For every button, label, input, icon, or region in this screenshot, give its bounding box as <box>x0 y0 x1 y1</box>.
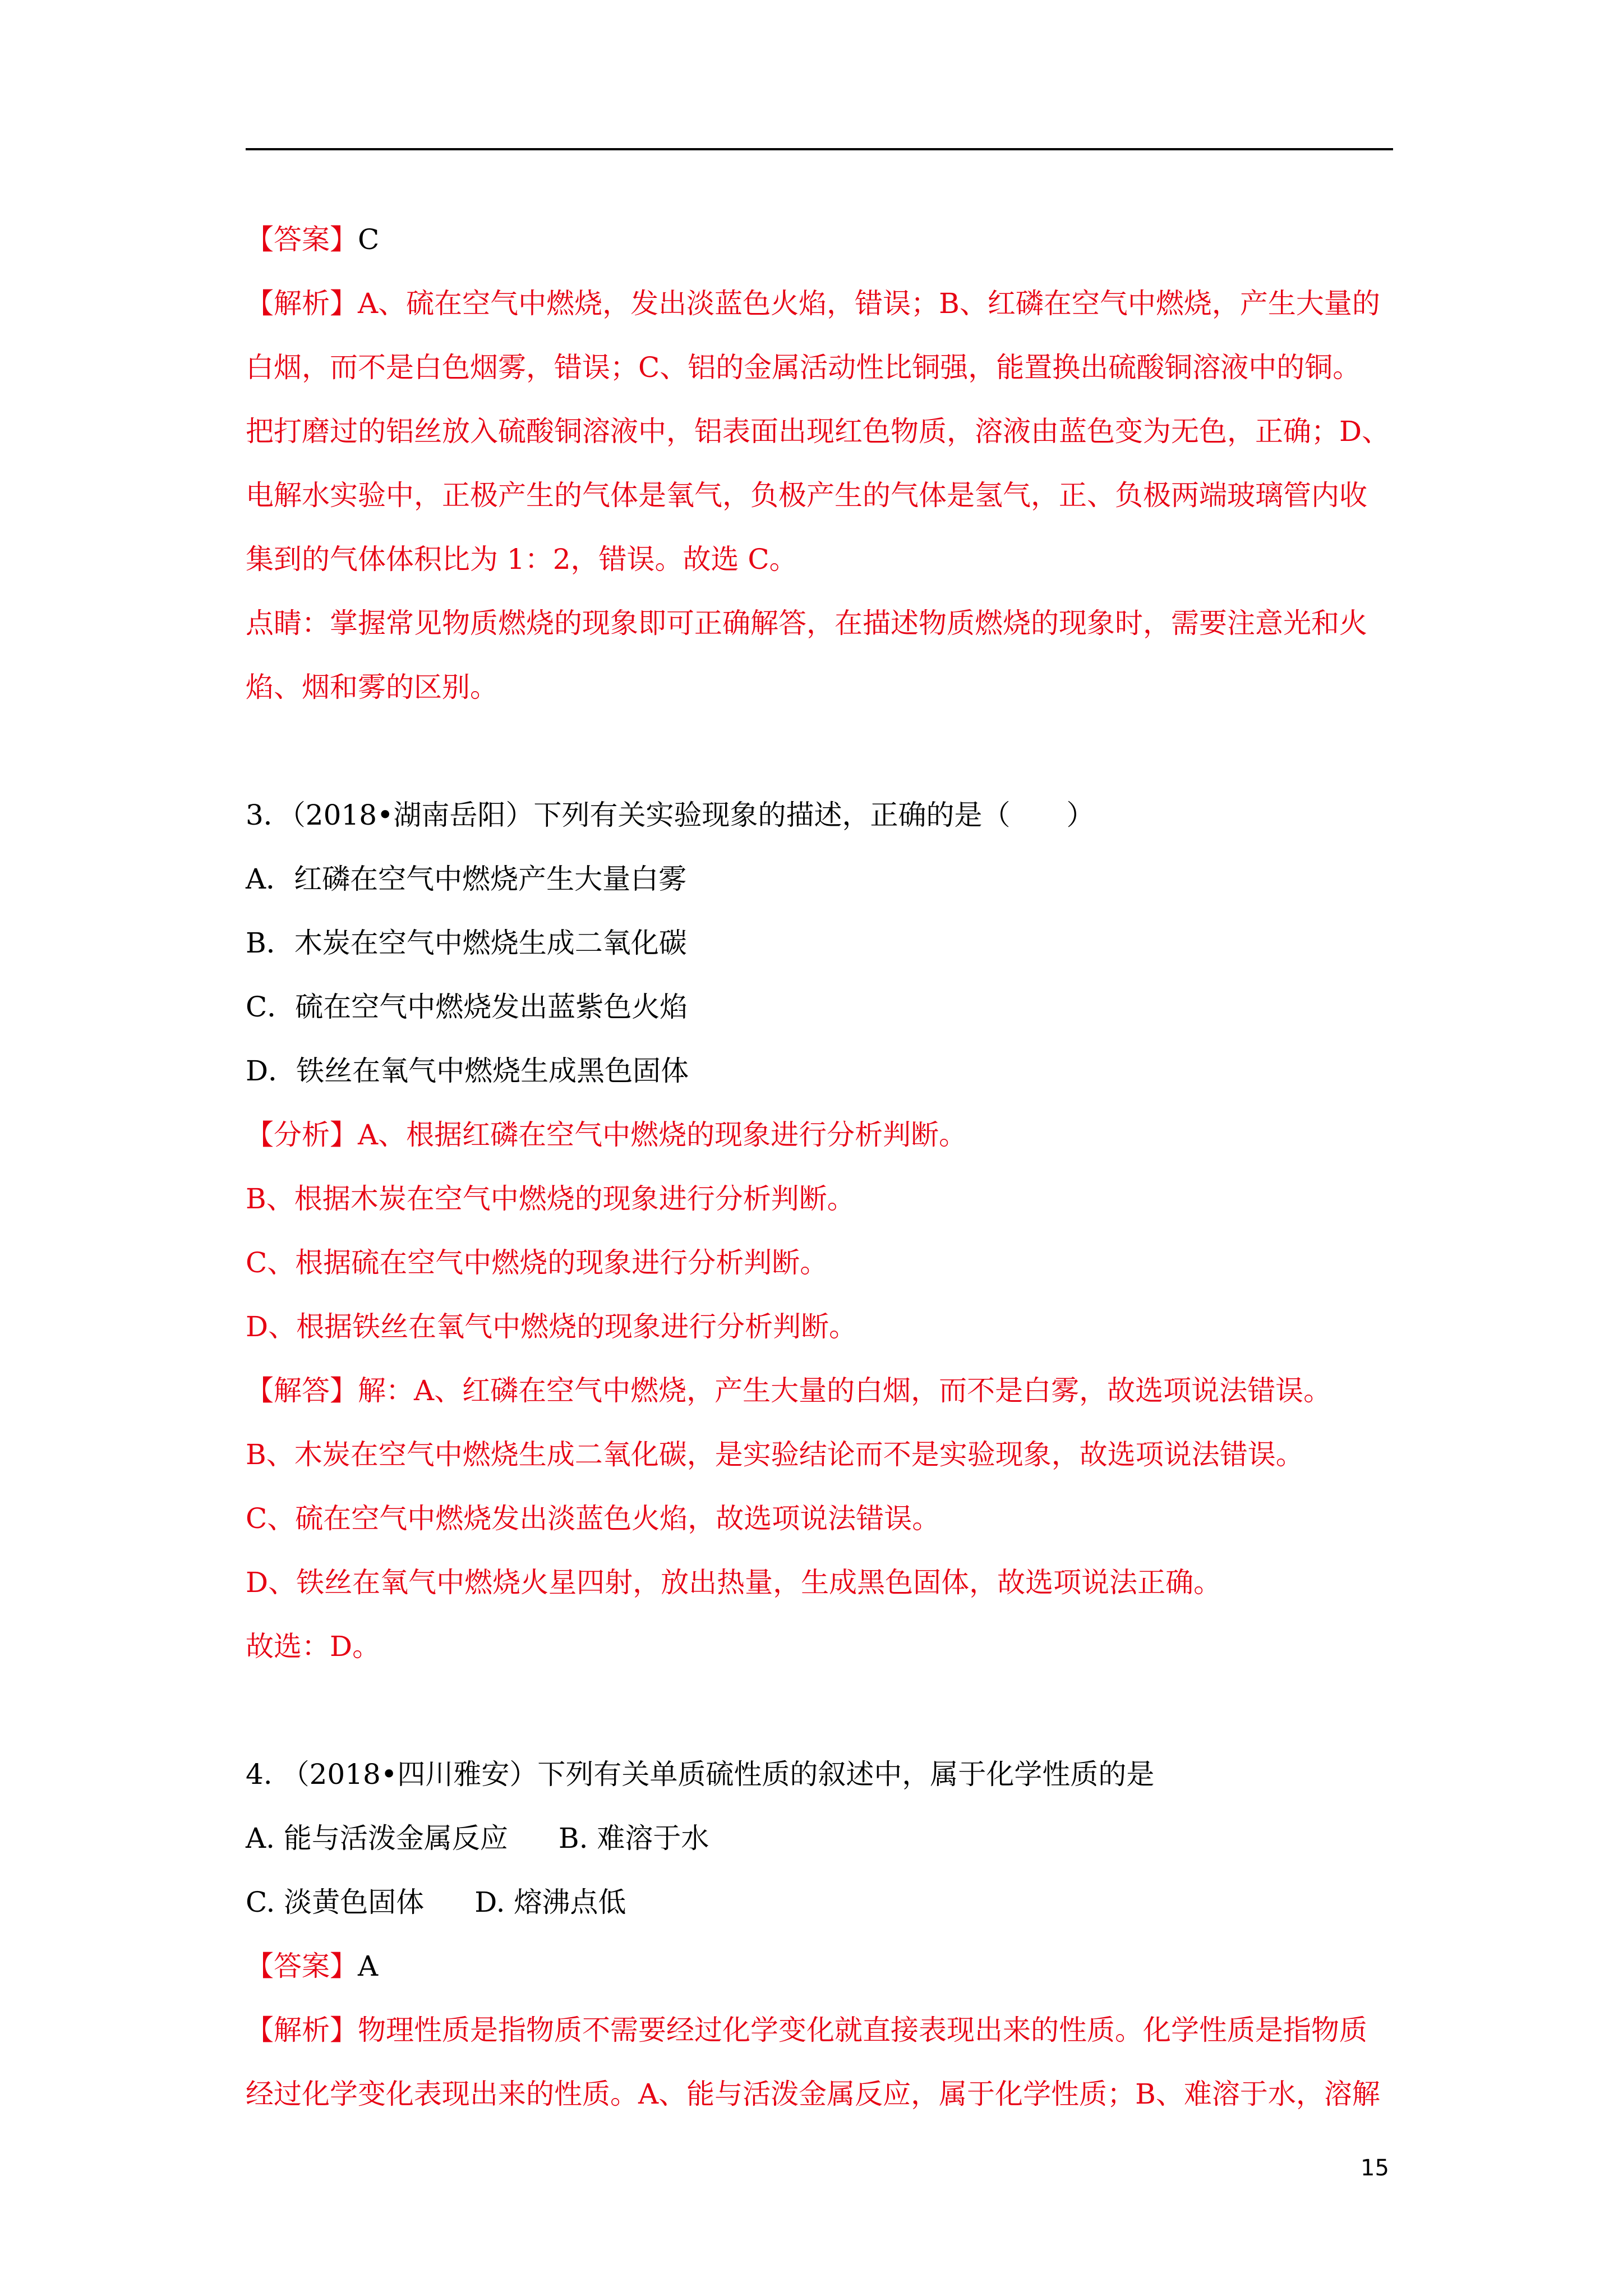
question-3-solution: B、木炭在空气中燃烧生成二氧化碳，是实验结论而不是实验现象，故选项说法错误。 <box>246 1438 1304 1471</box>
tip-line: 焰、烟和雾的区别。 <box>246 671 498 703</box>
question-3-solution: D、铁丝在氧气中燃烧火星四射，放出热量，生成黑色固体，故选项说法正确。 <box>246 1566 1222 1599</box>
analysis-line: 【解析】A、硫在空气中燃烧，发出淡蓝色火焰，错误；B、红磷在空气中燃烧，产生大量的 <box>246 287 1380 320</box>
question-3-option: C．硫在空气中燃烧发出蓝紫色火焰 <box>246 991 688 1023</box>
analysis-line: 把打磨过的铝丝放入硫酸铜溶液中，铝表面出现红色物质，溶液由蓝色变为无色，正确；D、 <box>246 415 1390 448</box>
spacer <box>246 1678 1395 1742</box>
answer-line <box>246 208 1395 272</box>
question-4-analysis: 【解析】物理性质是指物质不需要经过化学变化就直接表现出来的性质。化学性质是指物质 <box>246 2014 1367 2046</box>
answer-value: C <box>358 223 380 256</box>
question-3-final: 故选：D。 <box>246 1630 381 1663</box>
analysis-line: 集到的气体体积比为 1：2，错误。故选 C。 <box>246 543 797 576</box>
analysis-line: 白烟，而不是白色烟雾，错误；C、铝的金属活动性比铜强，能置换出硫酸铜溶液中的铜。 <box>246 351 1361 384</box>
question-3-analysis: D、根据铁丝在氧气中燃烧的现象进行分析判断。 <box>246 1310 857 1343</box>
question-3-analysis: C、根据硫在空气中燃烧的现象进行分析判断。 <box>246 1246 828 1279</box>
question-3-analysis: 【分析】A、根据红磷在空气中燃烧的现象进行分析判断。 <box>246 1119 967 1151</box>
question-4-option: B. 难溶于水 <box>558 1822 709 1855</box>
analysis-line: 电解水实验中，正极产生的气体是氧气，负极产生的气体是氢气，正、负极两端玻璃管内收 <box>246 479 1367 512</box>
question-4-option: D. 熔沸点低 <box>474 1886 626 1918</box>
question-4-option: C. 淡黄色固体 <box>246 1886 425 1918</box>
page-content <box>246 208 1395 2126</box>
answer-label: 【答案】 <box>246 223 358 256</box>
question-4-answer-line <box>246 1934 1395 1998</box>
question-3-option: B．木炭在空气中燃烧生成二氧化碳 <box>246 927 687 959</box>
question-4-analysis: 经过化学变化表现出来的性质。A、能与活泼金属反应，属于化学性质；B、难溶于水，溶解 <box>246 2078 1380 2110</box>
question-4-options-row <box>246 1806 1395 1870</box>
answer-label: 【答案】 <box>246 1950 358 1982</box>
tip-line: 点睛：掌握常见物质燃烧的现象即可正确解答，在描述物质燃烧的现象时，需要注意光和火 <box>246 607 1367 639</box>
question-3-option: A．红磷在空气中燃烧产生大量白雾 <box>246 863 687 895</box>
question-3-solution: 【解答】解：A、红磷在空气中燃烧，产生大量的白烟，而不是白雾，故选项说法错误。 <box>246 1374 1332 1407</box>
question-3-analysis: B、根据木炭在空气中燃烧的现象进行分析判断。 <box>246 1182 855 1215</box>
header-rule <box>246 148 1393 150</box>
question-4-stem: 4. （2018•四川雅安）下列有关单质硫性质的叙述中，属于化学性质的是 <box>246 1758 1155 1791</box>
question-4-options-row <box>246 1870 1395 1934</box>
question-3-solution: C、硫在空气中燃烧发出淡蓝色火焰，故选项说法错误。 <box>246 1502 940 1535</box>
page-number: 15 <box>1361 2155 1389 2181</box>
question-3-option: D．铁丝在氧气中燃烧生成黑色固体 <box>246 1055 689 1087</box>
spacer <box>246 719 1395 783</box>
answer-value: A <box>358 1950 379 1982</box>
question-4-option: A. 能与活泼金属反应 <box>246 1822 508 1855</box>
question-3-stem: 3．（2018•湖南岳阳）下列有关实验现象的描述，正确的是（ ） <box>246 799 1095 831</box>
